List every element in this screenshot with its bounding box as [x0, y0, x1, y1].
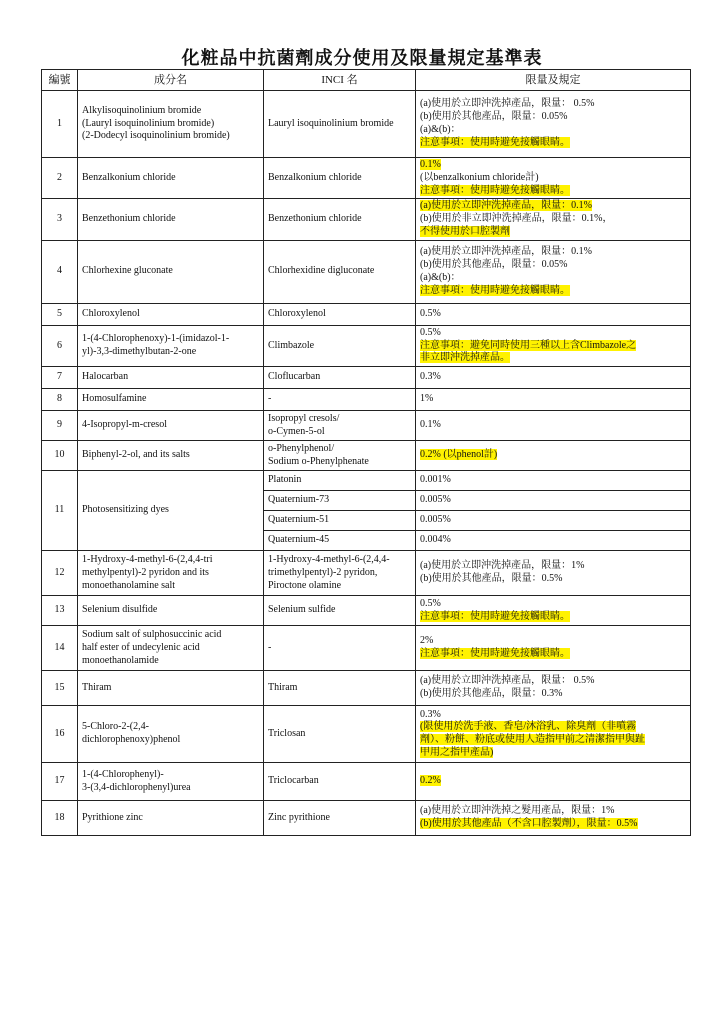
text: Isopropyl cresols/: [268, 412, 340, 424]
ingredient-name: [78, 367, 264, 389]
row-number: 1: [42, 91, 78, 158]
name-line: [82, 504, 259, 517]
row-number: 15: [42, 671, 78, 706]
text: Piroctone olamine: [268, 579, 342, 591]
text: Biphenyl-2-ol, and its salts: [82, 449, 190, 461]
inci-name: [264, 763, 416, 801]
name-line: [82, 265, 259, 278]
row-number: 4: [42, 240, 78, 303]
text: 1%: [420, 393, 434, 405]
inci-line: [268, 728, 411, 741]
highlighted-text: (a)使用於立即沖洗掉產品，限量：0.1%: [420, 200, 592, 212]
text: 0.3%: [420, 708, 441, 720]
text: 0.5%: [420, 307, 441, 319]
limit-line: [420, 721, 686, 734]
inci-line: [268, 682, 411, 695]
antimicrobial-limits-table: [41, 69, 691, 836]
text: Chlorhexine gluconate: [82, 265, 173, 277]
text: Lauryl isoquinolinium bromide: [268, 117, 394, 129]
text: (a)使用於立即沖洗掉之髮用產品，限量：1%: [420, 805, 615, 817]
text: Thiram: [82, 681, 112, 693]
row-number: 6: [42, 325, 78, 366]
row-number: 9: [42, 411, 78, 441]
ingredient-name: [78, 199, 264, 240]
text: Cloflucarban: [268, 371, 321, 383]
name-line: [82, 308, 259, 321]
limit-line: [420, 246, 686, 259]
inci-line: [268, 213, 411, 226]
inci-name: [264, 801, 416, 836]
highlighted-text: 注意事項：使用時避免接觸眼睛。: [420, 284, 570, 296]
limit-line: [420, 449, 686, 462]
name-line: [82, 393, 259, 406]
text: methylpentyl)-2 pyridon and its: [82, 566, 209, 578]
limit-cell: 0.005%: [416, 491, 691, 511]
inci-line: [268, 580, 411, 593]
highlighted-text: (b)使用於其他產品（不含口腔製劑），限量：0.5%: [420, 818, 638, 830]
limit-cell: 0.005%: [416, 511, 691, 531]
row-number: 2: [42, 158, 78, 199]
inci-line: [268, 642, 411, 655]
limit-cell: [416, 325, 691, 366]
limit-line: [420, 137, 686, 150]
highlighted-text: (限使用於洗手液、香皂/沐浴乳、除臭劑（非噴霧: [420, 721, 637, 733]
name-line: [82, 172, 259, 185]
text: half ester of undecylenic acid: [82, 641, 200, 653]
name-line: [82, 580, 259, 593]
limit-line: [420, 805, 686, 818]
limit-line: [420, 675, 686, 688]
table-row: [42, 411, 691, 441]
limit-line: [420, 611, 686, 624]
table-row: [42, 389, 691, 411]
inci-line: [268, 554, 411, 567]
text: 0.3%: [420, 371, 441, 383]
text: (b)使用於其他產品，限量：0.05%: [420, 111, 568, 123]
table-row: [42, 303, 691, 325]
name-line: [82, 655, 259, 668]
name-line: [82, 554, 259, 567]
limit-cell: [416, 91, 691, 158]
row-number: 11: [42, 471, 78, 551]
text: Chlorhexidine digluconate: [268, 265, 375, 277]
text: Halocarban: [82, 371, 129, 383]
limit-cell: [416, 763, 691, 801]
ingredient-name: [78, 671, 264, 706]
inci-name: [264, 596, 416, 626]
inci-name: Quaternium-51: [264, 511, 416, 531]
text: Selenium disulfide: [82, 604, 158, 616]
limit-line: [420, 393, 686, 406]
table-body: [42, 91, 691, 836]
text: Benzethonium chloride: [82, 213, 176, 225]
highlighted-text: 注意事項：使用時避免接觸眼睛。: [420, 648, 570, 660]
text: (b)使用於其他產品，限量：0.3%: [420, 688, 563, 700]
text: (以benzalkonium chloride計): [420, 171, 539, 183]
inci-name: [264, 551, 416, 596]
text: Thiram: [268, 681, 298, 693]
text: (a)&(b)：: [420, 124, 461, 135]
text: Benzalkonium chloride: [82, 171, 176, 183]
ingredient-name: [78, 706, 264, 763]
limit-line: [420, 272, 686, 285]
text: -: [268, 393, 272, 405]
text: 0.5%: [420, 326, 441, 338]
text: Sodium o-Phenylphenate: [268, 455, 369, 467]
row-number: 14: [42, 626, 78, 671]
inci-name: [264, 158, 416, 199]
limit-line: [420, 159, 686, 172]
inci-name: [264, 199, 416, 240]
text: Alkylisoquinolinium bromide: [82, 104, 202, 116]
limit-cell: 0.004%: [416, 531, 691, 551]
limit-cell: [416, 240, 691, 303]
limit-line: [420, 185, 686, 198]
ingredient-name: [78, 763, 264, 801]
inci-line: [268, 118, 411, 131]
inci-line: [268, 413, 411, 426]
limit-cell: [416, 303, 691, 325]
text: Selenium sulfide: [268, 604, 336, 616]
limit-line: [420, 598, 686, 611]
highlighted-text: 0.2% (以phenol計): [420, 449, 498, 461]
text: Benzethonium chloride: [268, 213, 362, 225]
inci-name: Platonin: [264, 471, 416, 491]
name-line: [82, 782, 259, 795]
table-row: [42, 441, 691, 471]
name-line: [82, 567, 259, 580]
ingredient-name: [78, 596, 264, 626]
name-line: [82, 118, 259, 131]
limit-line: [420, 285, 686, 298]
row-number: 17: [42, 763, 78, 801]
highlighted-text: 0.1%: [420, 159, 441, 170]
text: dichlorophenoxy)phenol: [82, 734, 181, 746]
inci-name: [264, 671, 416, 706]
table-row: [42, 763, 691, 801]
name-line: [82, 629, 259, 642]
name-line: [82, 130, 259, 143]
row-number: 12: [42, 551, 78, 596]
text: (a)使用於立即沖洗掉產品，限量： 0.5%: [420, 675, 595, 687]
text: 3-(3,4-dichlorophenyl)urea: [82, 781, 191, 793]
ingredient-name: [78, 303, 264, 325]
table-row: [42, 706, 691, 763]
inci-name: [264, 91, 416, 158]
text: Climbazole: [268, 339, 315, 351]
inci-name: [264, 389, 416, 411]
text: Homosulfamine: [82, 393, 147, 405]
ingredient-name: [78, 91, 264, 158]
limit-line: [420, 560, 686, 573]
name-line: [82, 213, 259, 226]
text: yl)-3,3-dimethylbutan-2-one: [82, 345, 197, 357]
text: (a)使用於立即沖洗掉產品，限量：0.1%: [420, 246, 592, 258]
highlighted-text: 注意事項：避免同時使用三種以上含Climbazole之: [420, 339, 637, 351]
ingredient-name: [78, 158, 264, 199]
inci-line: [268, 456, 411, 469]
highlighted-text: 甲用之指甲產品): [420, 746, 494, 758]
ingredient-name: [78, 626, 264, 671]
highlighted-text: 注意事項：使用時避免接觸眼睛。: [420, 184, 570, 196]
inci-name: [264, 626, 416, 671]
limit-line: [420, 648, 686, 661]
name-line: [82, 449, 259, 462]
limit-line: [420, 213, 686, 226]
table-row: [42, 325, 691, 366]
inci-line: [268, 340, 411, 353]
name-line: [82, 812, 259, 825]
limit-line: [420, 308, 686, 321]
limit-line: [420, 226, 686, 239]
limit-cell: [416, 199, 691, 240]
limit-line: [420, 98, 686, 111]
inci-line: [268, 567, 411, 580]
inci-name: Quaternium-73: [264, 491, 416, 511]
ingredient-name: [78, 471, 264, 551]
header-ingredient-name: 成分名: [78, 70, 264, 91]
table-row: [42, 199, 691, 240]
text: (b)使用於其他產品，限量：0.05%: [420, 258, 568, 270]
limit-line: [420, 573, 686, 586]
limit-line: [420, 371, 686, 384]
text: Triclocarban: [268, 775, 319, 787]
ingredient-name: [78, 551, 264, 596]
text: Chloroxylenol: [268, 307, 326, 319]
text: Photosensitizing dyes: [82, 504, 169, 516]
limit-cell: [416, 706, 691, 763]
table-row: [42, 801, 691, 836]
ingredient-name: [78, 389, 264, 411]
header-inci-name: INCI 名: [264, 70, 416, 91]
text: monoethanolamide: [82, 654, 159, 666]
limit-line: [420, 747, 686, 760]
inci-line: [268, 265, 411, 278]
table-row: [42, 158, 691, 199]
table-row: [42, 671, 691, 706]
inci-name: [264, 706, 416, 763]
inci-name: [264, 240, 416, 303]
ingredient-name: [78, 411, 264, 441]
table-row: [42, 626, 691, 671]
limit-line: [420, 340, 686, 353]
inci-name: [264, 441, 416, 471]
highlighted-text: 不得使用於口腔製劑: [420, 225, 510, 237]
text: o-Cymen-5-ol: [268, 425, 325, 437]
limit-cell: [416, 441, 691, 471]
name-line: [82, 642, 259, 655]
inci-line: [268, 393, 411, 406]
limit-line: [420, 709, 686, 722]
limit-line: [420, 111, 686, 124]
inci-name: [264, 367, 416, 389]
limit-line: [420, 124, 686, 137]
row-number: 3: [42, 199, 78, 240]
header-limits: 限量及規定: [416, 70, 691, 91]
text: (a)&(b)：: [420, 271, 461, 283]
name-line: [82, 371, 259, 384]
name-line: [82, 346, 259, 359]
header-number: 編號: [42, 70, 78, 91]
text: o-Phenylphenol/: [268, 442, 335, 454]
text: Sodium salt of sulphosuccinic acid: [82, 628, 222, 640]
name-line: [82, 333, 259, 346]
inci-line: [268, 812, 411, 825]
row-number: 7: [42, 367, 78, 389]
text: 1-Hydroxy-4-methyl-6-(2,4,4-: [268, 553, 390, 565]
table-row: [42, 551, 691, 596]
table-row: [42, 367, 691, 389]
ingredient-name: [78, 325, 264, 366]
inci-name: [264, 303, 416, 325]
limit-line: [420, 818, 686, 831]
ingredient-name: [78, 801, 264, 836]
inci-line: [268, 172, 411, 185]
limit-line: [420, 688, 686, 701]
inci-name: [264, 325, 416, 366]
row-number: 10: [42, 441, 78, 471]
text: (b)使用於非立即沖洗掉產品，限量：0.1%，: [420, 213, 613, 225]
limit-line: [420, 327, 686, 340]
table-header-row: [42, 70, 691, 91]
limit-cell: [416, 596, 691, 626]
text: -: [268, 641, 272, 653]
text: 0.1%: [420, 419, 441, 431]
name-line: [82, 682, 259, 695]
page-title: 化粧品中抗菌劑成分使用及限量規定基準表: [181, 48, 543, 69]
text: 4-Isopropyl-m-cresol: [82, 419, 167, 431]
limit-cell: [416, 389, 691, 411]
text: (Lauryl isoquinolinium bromide): [82, 117, 215, 129]
inci-line: [268, 308, 411, 321]
text: Zinc pyrithione: [268, 811, 330, 823]
limit-cell: [416, 801, 691, 836]
text: (2-Dodecyl isoquinolinium bromide): [82, 130, 230, 142]
inci-line: [268, 604, 411, 617]
limit-cell: [416, 158, 691, 199]
limit-cell: [416, 626, 691, 671]
table-row: [42, 240, 691, 303]
row-number: 13: [42, 596, 78, 626]
text: (a)使用於立即沖洗掉產品，限量： 0.5%: [420, 98, 595, 110]
inci-name: Quaternium-45: [264, 531, 416, 551]
limit-line: [420, 635, 686, 648]
text: 0.5%: [420, 597, 441, 609]
limit-cell: [416, 411, 691, 441]
ingredient-name: [78, 441, 264, 471]
highlighted-text: 非立即沖洗掉產品。: [420, 352, 510, 364]
text: 5-Chloro-2-(2,4-: [82, 721, 149, 733]
text: (b)使用於其他產品，限量：0.5%: [420, 573, 563, 585]
name-line: [82, 604, 259, 617]
highlighted-text: 劑）、粉餅、粉底或使用人造指甲前之清潔指甲與趾: [420, 734, 645, 746]
limit-cell: [416, 367, 691, 389]
inci-name: [264, 411, 416, 441]
name-line: [82, 419, 259, 432]
limit-line: [420, 200, 686, 213]
limit-line: [420, 734, 686, 747]
highlighted-text: 0.2%: [420, 775, 441, 787]
limit-cell: [416, 551, 691, 596]
text: 1-(4-Chlorophenoxy)-1-(imidazol-1-: [82, 333, 230, 345]
name-line: [82, 105, 259, 118]
table-row: [42, 91, 691, 158]
limit-line: [420, 419, 686, 432]
text: Triclosan: [268, 727, 306, 739]
inci-line: [268, 775, 411, 788]
row-number: 18: [42, 801, 78, 836]
inci-line: [268, 426, 411, 439]
table-row: [42, 596, 691, 626]
limit-cell: 0.001%: [416, 471, 691, 491]
limit-line: [420, 352, 686, 365]
name-line: [82, 721, 259, 734]
text: 2%: [420, 635, 434, 647]
text: monoethanolamine salt: [82, 579, 176, 591]
limit-line: [420, 259, 686, 272]
text: Pyrithione zinc: [82, 811, 143, 823]
highlighted-text: 注意事項：使用時避免接觸眼睛。: [420, 136, 570, 148]
name-line: [82, 769, 259, 782]
text: Chloroxylenol: [82, 307, 140, 319]
text: (a)使用於立即沖洗掉產品，限量：1%: [420, 560, 585, 572]
name-line: [82, 734, 259, 747]
limit-line: [420, 172, 686, 185]
inci-line: [268, 371, 411, 384]
highlighted-text: 注意事項：使用時避免接觸眼睛。: [420, 610, 570, 622]
text: trimethylpentyl)-2 pyridon,: [268, 566, 378, 578]
inci-line: [268, 443, 411, 456]
row-number: 8: [42, 389, 78, 411]
text: 1-Hydroxy-4-methyl-6-(2,4,4-tri: [82, 553, 213, 565]
row-number: 16: [42, 706, 78, 763]
text: 1-(4-Chlorophenyl)-: [82, 768, 164, 780]
limit-line: [420, 775, 686, 788]
text: Benzalkonium chloride: [268, 171, 362, 183]
row-number: 5: [42, 303, 78, 325]
table-row: [42, 471, 691, 491]
ingredient-name: [78, 240, 264, 303]
limit-cell: [416, 671, 691, 706]
